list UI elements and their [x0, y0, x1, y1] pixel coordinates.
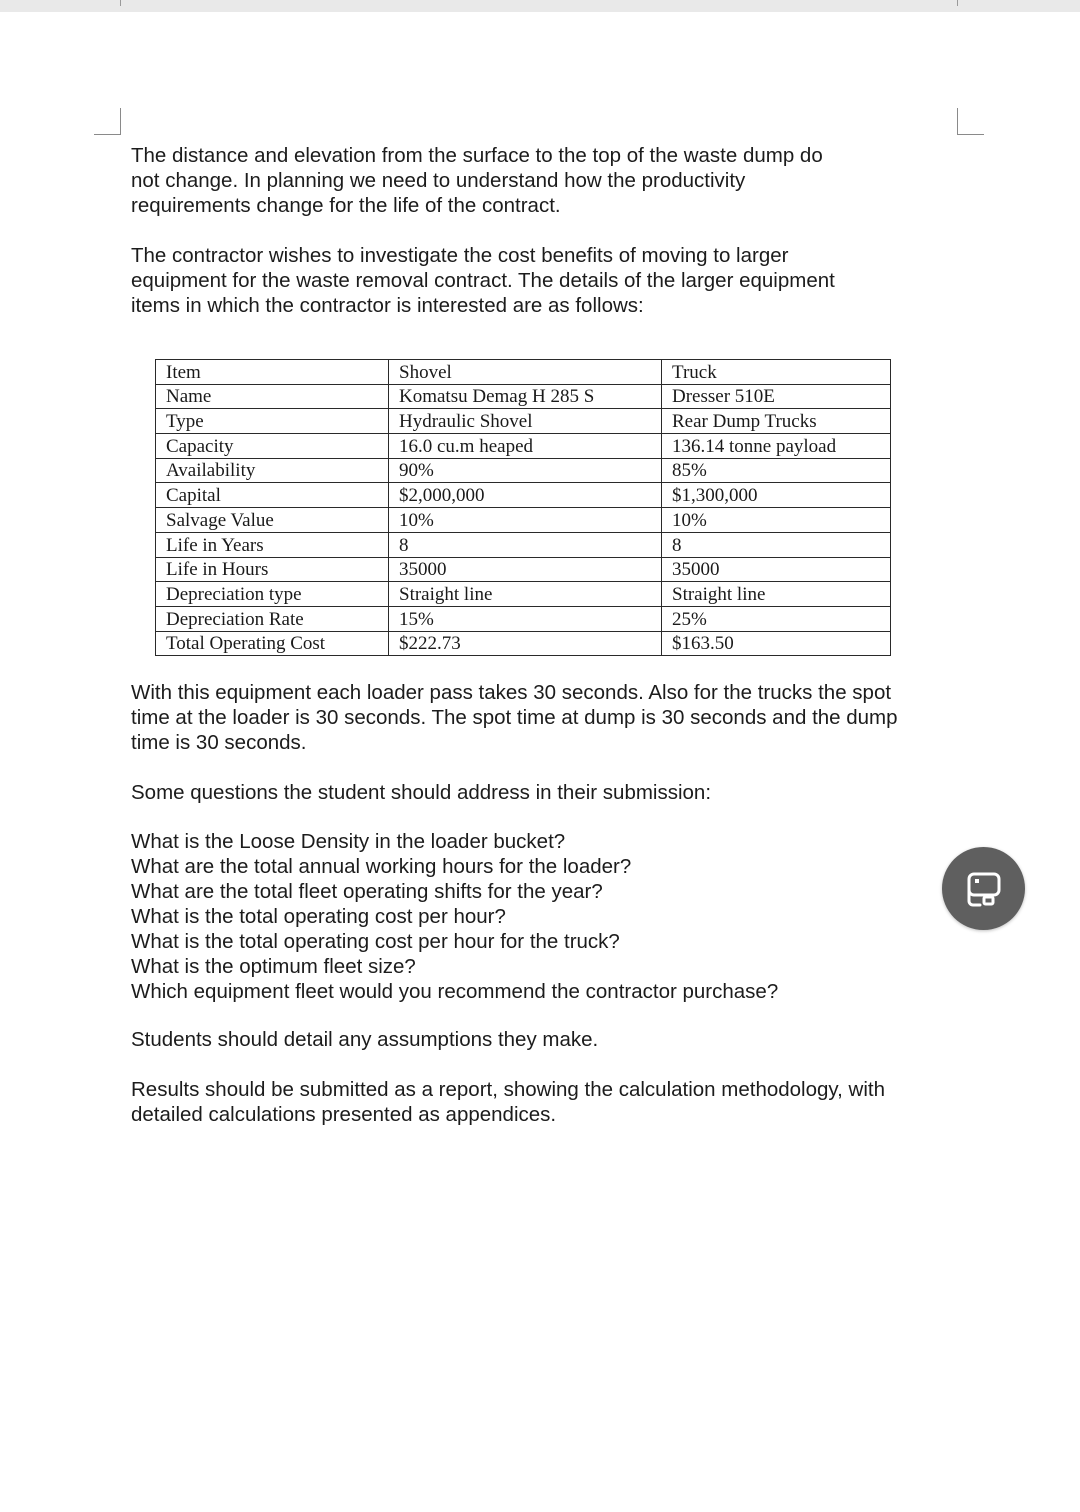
table-cell-item: Life in Years: [156, 532, 389, 557]
table-row: [156, 532, 891, 557]
table-row: [156, 557, 891, 582]
table-cell-shovel: Shovel: [389, 360, 662, 385]
table-cell-item: Name: [156, 384, 389, 409]
table-cell-item: Total Operating Cost: [156, 631, 389, 656]
table-cell-item: Depreciation Rate: [156, 606, 389, 631]
equipment-spec-table: [155, 359, 891, 656]
text-line: items in which the contractor is interested are as follows:: [131, 294, 644, 317]
table-cell-item: Salvage Value: [156, 508, 389, 533]
table-cell-truck: 8: [662, 532, 891, 557]
paragraph-cycle-times: [131, 680, 961, 755]
table-cell-truck: 25%: [662, 606, 891, 631]
paragraph-assumptions: [131, 1027, 961, 1052]
table-row: [156, 360, 891, 385]
margin-corner-right: [957, 108, 984, 135]
table-cell-item: Depreciation type: [156, 582, 389, 607]
table-cell-shovel: 90%: [389, 458, 662, 483]
question-item: What is the Loose Density in the loader bucket?: [131, 830, 566, 853]
table-row: [156, 458, 891, 483]
question-list: [131, 829, 778, 1004]
table-row: [156, 606, 891, 631]
table-cell-item: Item: [156, 360, 389, 385]
question-item: What are the total annual working hours for the loader?: [131, 855, 632, 878]
text-line: The contractor wishes to investigate the cost benefits of moving to larger: [131, 244, 789, 267]
table-cell-item: Availability: [156, 458, 389, 483]
table-cell-shovel: 15%: [389, 606, 662, 631]
text-line: Some questions the student should address in their submission:: [131, 781, 712, 804]
table-cell-shovel: Straight line: [389, 582, 662, 607]
text-line: With this equipment each loader pass takes 30 seconds. Also for the trucks the spot: [131, 681, 892, 704]
table-cell-item: Life in Hours: [156, 557, 389, 582]
text-line: time is 30 seconds.: [131, 731, 307, 754]
table-row: [156, 582, 891, 607]
table-cell-truck: Dresser 510E: [662, 384, 891, 409]
table-row: [156, 508, 891, 533]
table-cell-item: Capacity: [156, 434, 389, 459]
question-item: What is the total operating cost per hour for the truck?: [131, 930, 620, 953]
question-item: Which equipment fleet would you recommend the contractor purchase?: [131, 980, 779, 1003]
table-row: [156, 631, 891, 656]
margin-corner-left: [94, 108, 121, 135]
text-line: time at the loader is 30 seconds. The spot time at dump is 30 seconds and the dump: [131, 706, 898, 729]
scan-document-icon: [960, 865, 1008, 913]
table-row: [156, 434, 891, 459]
table-cell-truck: 35000: [662, 557, 891, 582]
text-line: not change. In planning we need to understand how the productivity: [131, 169, 746, 192]
paragraph-dump-distance: [131, 143, 961, 218]
text-line: detailed calculations presented as appendices.: [131, 1103, 557, 1126]
table-cell-shovel: 8: [389, 532, 662, 557]
text-line: Results should be submitted as a report, showing the calculation methodology, with: [131, 1078, 885, 1101]
text-line: requirements change for the life of the contract.: [131, 194, 561, 217]
table-cell-truck: Rear Dump Trucks: [662, 409, 891, 434]
table-cell-shovel: Komatsu Demag H 285 S: [389, 384, 662, 409]
paragraph-questions-intro: [131, 780, 961, 805]
table-cell-shovel: $2,000,000: [389, 483, 662, 508]
text-line: The distance and elevation from the surface to the top of the waste dump do: [131, 144, 823, 167]
paragraph-contractor: [131, 243, 961, 318]
question-item: What is the total operating cost per hour?: [131, 905, 506, 928]
table-cell-truck: $163.50: [662, 631, 891, 656]
table-cell-truck: $1,300,000: [662, 483, 891, 508]
table-cell-truck: Straight line: [662, 582, 891, 607]
text-line: Students should detail any assumptions they make.: [131, 1028, 599, 1051]
table-cell-shovel: 35000: [389, 557, 662, 582]
table-row: [156, 483, 891, 508]
table-cell-shovel: $222.73: [389, 631, 662, 656]
table-cell-shovel: 10%: [389, 508, 662, 533]
table-cell-shovel: 16.0 cu.m heaped: [389, 434, 662, 459]
paragraph-results: [131, 1077, 961, 1127]
table-cell-truck: 85%: [662, 458, 891, 483]
scan-document-button[interactable]: [942, 847, 1025, 930]
table-cell-truck: Truck: [662, 360, 891, 385]
ruler-tick: [120, 0, 121, 6]
ruler-tick: [957, 0, 958, 6]
table-cell-shovel: Hydraulic Shovel: [389, 409, 662, 434]
page-top-strip: [0, 0, 1080, 12]
table-cell-truck: 136.14 tonne payload: [662, 434, 891, 459]
table-cell-item: Capital: [156, 483, 389, 508]
table-row: [156, 409, 891, 434]
text-line: equipment for the waste removal contract. The details of the larger equipment: [131, 269, 835, 292]
table-cell-truck: 10%: [662, 508, 891, 533]
question-item: What is the optimum fleet size?: [131, 955, 416, 978]
table-cell-item: Type: [156, 409, 389, 434]
question-item: What are the total fleet operating shifts for the year?: [131, 880, 603, 903]
table-row: [156, 384, 891, 409]
